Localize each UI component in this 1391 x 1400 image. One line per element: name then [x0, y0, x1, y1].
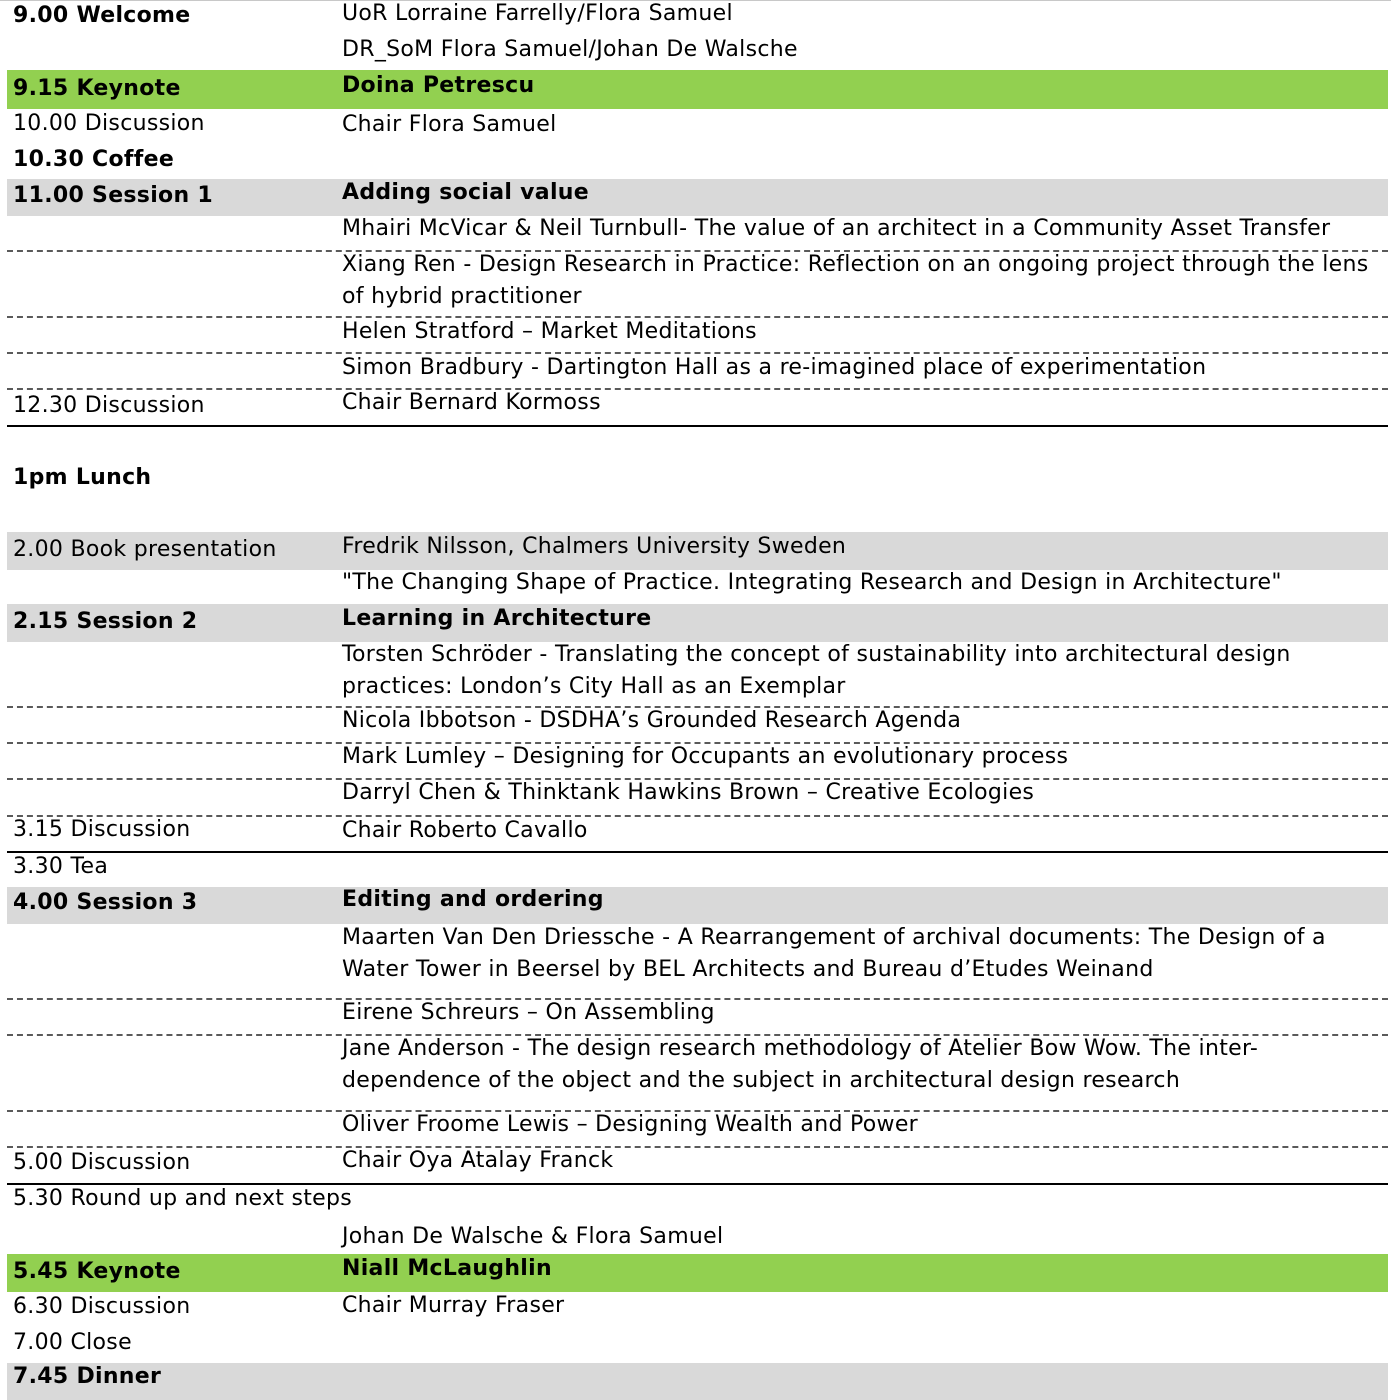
row-time: 12.30 Discussion: [13, 393, 205, 418]
row-detail: Editing and ordering: [342, 887, 604, 912]
row-detail: Jane Anderson - The design research methodology of Atelier Bow Wow. The inter-dependence of the object and the subject in architectural design research: [342, 1036, 1259, 1093]
row-detail: Oliver Froome Lewis – Designing Wealth and Power: [342, 1112, 919, 1137]
row-detail: Niall McLaughlin: [342, 1256, 552, 1281]
row-session-1: [7, 179, 1388, 216]
row-time: 3.30 Tea: [13, 854, 109, 879]
row-detail: DR_SoM Flora Samuel/Johan De Walsche: [342, 37, 798, 62]
row-time: 5.00 Discussion: [13, 1150, 191, 1175]
row-discussion: [7, 817, 1388, 853]
row-keynote-1: [7, 70, 1388, 109]
row-time: 9.00 Welcome: [13, 3, 191, 28]
row-detail: Torsten Schröder - Translating the concept of sustainability into architectural design practices: London’s City Hall as an Exemplar: [342, 642, 1291, 699]
row-detail: Learning in Architecture: [342, 606, 652, 631]
row-paper: [7, 708, 1388, 744]
row-discussion: [7, 1148, 1388, 1185]
row-detail: Simon Bradbury - Dartington Hall as a re-imagined place of experimentation: [342, 355, 1207, 380]
row-detail: Eirene Schreurs – On Assembling: [342, 1000, 715, 1025]
row-detail: Doina Petrescu: [342, 73, 535, 98]
row-detail: UoR Lorraine Farrelly/Flora Samuel: [342, 1, 733, 26]
row-coffee: [7, 145, 1388, 179]
row-discussion: [7, 109, 1388, 145]
row-paper: [7, 780, 1388, 817]
row-detail: Mhairi McVicar & Neil Turnbull- The value of an architect in a Community Asset Transfer: [342, 216, 1331, 241]
row-round-up: [7, 1185, 1388, 1221]
row-detail: Helen Stratford – Market Meditations: [342, 319, 757, 344]
row-time: 10.00 Discussion: [13, 111, 205, 136]
row-time: 4.00 Session 3: [13, 890, 198, 915]
row-time: 5.30 Round up and next steps: [13, 1186, 353, 1211]
row-session-3: [7, 887, 1388, 924]
row-time: 6.30 Discussion: [13, 1294, 191, 1319]
row-paper: [7, 744, 1388, 780]
row-detail: Maarten Van Den Driessche - A Rearrangement of archival documents: The Design of a Water Tower in Beersel by BEL Architects and Bureau d’Etudes Weinand: [342, 925, 1326, 982]
row-detail: Chair Murray Fraser: [342, 1293, 565, 1318]
row-time: 5.45 Keynote: [13, 1259, 181, 1284]
row-time: 7.45 Dinner: [13, 1364, 162, 1389]
row-time: 3.15 Discussion: [13, 817, 191, 842]
row-discussion: [7, 1292, 1388, 1328]
row-time: 9.15 Keynote: [13, 76, 181, 101]
row-time: 2.15 Session 2: [13, 609, 198, 634]
row-close: [7, 1328, 1388, 1363]
row-keynote-2: [7, 1254, 1388, 1292]
row-time: 1pm Lunch: [13, 465, 152, 490]
row-book-title: [7, 570, 1388, 604]
row-detail: Chair Bernard Kormoss: [342, 390, 601, 415]
row-dinner: [7, 1363, 1388, 1400]
row-paper: [7, 252, 1388, 318]
row-time: 2.00 Book presentation: [13, 537, 277, 562]
row-paper: [7, 1036, 1388, 1112]
row-detail: "The Changing Shape of Practice. Integrating Research and Design in Architecture": [342, 570, 1282, 595]
row-paper: [7, 1000, 1388, 1036]
row-detail: Johan De Walsche & Flora Samuel: [342, 1224, 724, 1249]
row-paper: [7, 216, 1388, 252]
row-detail: Fredrik Nilsson, Chalmers University Sweden: [342, 534, 847, 559]
row-time: 11.00 Session 1: [13, 183, 213, 208]
row-detail: Chair Roberto Cavallo: [342, 818, 588, 843]
row-round-up-cont: [7, 1221, 1388, 1254]
row-session-2: [7, 604, 1388, 642]
row-paper: [7, 354, 1388, 390]
row-detail: Chair Flora Samuel: [342, 112, 557, 137]
row-paper: [7, 924, 1388, 1000]
row-time: 7.00 Close: [13, 1330, 132, 1355]
row-discussion: [7, 390, 1388, 427]
row-detail: Xiang Ren - Design Research in Practice: Reflection on an ongoing project through the lens of hybrid practitioner: [342, 252, 1369, 309]
row-detail: Adding social value: [342, 180, 589, 205]
row-book-presentation: [7, 532, 1388, 570]
row-tea: [7, 853, 1388, 887]
row-time: 10.30 Coffee: [13, 147, 175, 172]
row-paper: [7, 318, 1388, 354]
row-welcome: [7, 0, 1388, 34]
row-welcome-cont: [7, 34, 1388, 70]
row-detail: Chair Oya Atalay Franck: [342, 1148, 614, 1173]
row-paper: [7, 642, 1388, 708]
row-lunch: [7, 427, 1388, 532]
row-paper: [7, 1112, 1388, 1148]
row-detail: Mark Lumley – Designing for Occupants an evolutionary process: [342, 744, 1069, 769]
row-detail: Darryl Chen & Thinktank Hawkins Brown – Creative Ecologies: [342, 780, 1035, 805]
row-detail: Nicola Ibbotson - DSDHA’s Grounded Research Agenda: [342, 708, 962, 733]
